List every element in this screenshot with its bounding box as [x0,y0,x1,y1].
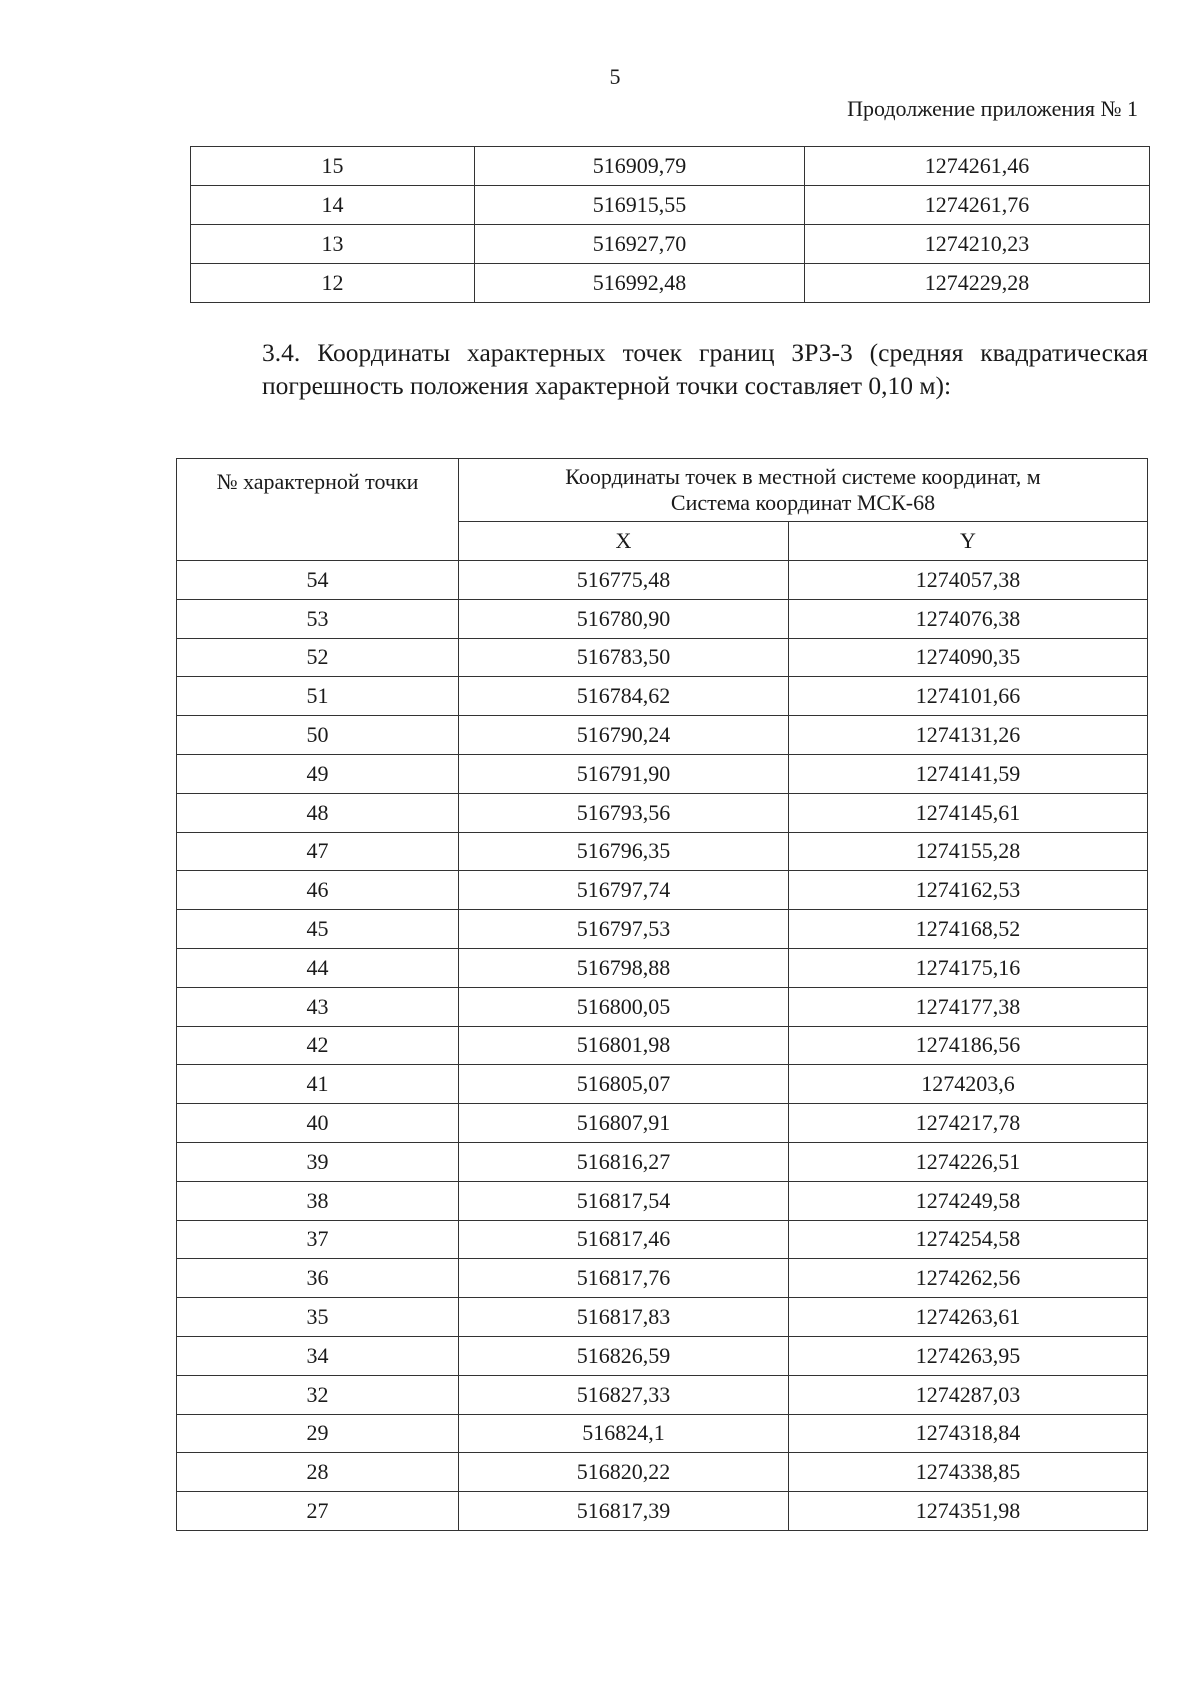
x-coordinate-cell: 516790,24 [459,716,789,755]
x-coordinate-cell: 516801,98 [459,1026,789,1065]
x-coordinate-cell: 516915,55 [475,186,805,225]
table-row [177,871,1148,910]
y-coordinate-cell: 1274186,56 [789,1026,1148,1065]
x-coordinate-cell: 516797,74 [459,871,789,910]
table-header-row [177,459,1148,522]
x-column-header: X [459,522,789,561]
x-coordinate-cell: 516775,48 [459,561,789,600]
coordinates-header-line2: Система координат МСК-68 [670,490,936,515]
y-coordinate-cell: 1274261,46 [805,147,1150,186]
point-number-cell: 39 [177,1142,459,1181]
table-row [177,793,1148,832]
point-number-cell: 28 [177,1453,459,1492]
y-coordinate-cell: 1274263,95 [789,1336,1148,1375]
point-number-cell: 32 [177,1375,459,1414]
table-row [177,1453,1148,1492]
y-coordinate-cell: 1274168,52 [789,910,1148,949]
point-number-cell: 38 [177,1181,459,1220]
point-number-cell: 47 [177,832,459,871]
point-number-cell: 48 [177,793,459,832]
y-coordinate-cell: 1274351,98 [789,1492,1148,1531]
x-coordinate-cell: 516992,48 [475,264,805,303]
y-coordinate-cell: 1274131,26 [789,716,1148,755]
table-row [177,1181,1148,1220]
table-row [177,1375,1148,1414]
table-row [191,225,1150,264]
point-number-cell: 41 [177,1065,459,1104]
y-coordinate-cell: 1274338,85 [789,1453,1148,1492]
point-number-cell: 51 [177,677,459,716]
point-number-cell: 40 [177,1104,459,1143]
y-coordinate-cell: 1274226,51 [789,1142,1148,1181]
point-number-cell: 35 [177,1298,459,1337]
table-row [177,1104,1148,1143]
point-number-cell: 45 [177,910,459,949]
y-column-header: Y [789,522,1148,561]
y-coordinate-cell: 1274076,38 [789,599,1148,638]
x-coordinate-cell: 516791,90 [459,754,789,793]
y-coordinate-cell: 1274262,56 [789,1259,1148,1298]
table-row [177,638,1148,677]
zrz3-coordinates-table [176,458,1148,1531]
table-row [177,987,1148,1026]
y-coordinate-cell: 1274141,59 [789,754,1148,793]
x-coordinate-cell: 516800,05 [459,987,789,1026]
point-number-cell: 46 [177,871,459,910]
x-coordinate-cell: 516827,33 [459,1375,789,1414]
x-coordinate-cell: 516817,39 [459,1492,789,1531]
section-paragraph [190,336,1148,402]
page-number: 5 [609,64,621,89]
y-coordinate-cell: 1274155,28 [789,832,1148,871]
table-row [177,948,1148,987]
table-row [177,1065,1148,1104]
y-coordinate-cell: 1274210,23 [805,225,1150,264]
point-number-cell: 50 [177,716,459,755]
y-coordinate-cell: 1274175,16 [789,948,1148,987]
point-number-cell: 52 [177,638,459,677]
table-row [177,1259,1148,1298]
y-coordinate-cell: 1274177,38 [789,987,1148,1026]
y-coordinate-cell: 1274261,76 [805,186,1150,225]
coordinates-header [459,459,1148,522]
x-coordinate-cell: 516909,79 [475,147,805,186]
table-row [177,1220,1148,1259]
x-coordinate-cell: 516817,76 [459,1259,789,1298]
x-coordinate-cell: 516805,07 [459,1065,789,1104]
table-row [177,599,1148,638]
x-coordinate-cell: 516783,50 [459,638,789,677]
x-coordinate-cell: 516817,46 [459,1220,789,1259]
table-row [177,1026,1148,1065]
x-coordinate-cell: 516820,22 [459,1453,789,1492]
point-number-cell: 49 [177,754,459,793]
y-coordinate-cell: 1274057,38 [789,561,1148,600]
point-number-cell: 29 [177,1414,459,1453]
point-number-cell: 37 [177,1220,459,1259]
section-text: 3.4. Координаты характерных точек границ ЗРЗ-3 (средняя квадратическая погрешность положения характерной точки составляет 0,10 м): [262,338,1148,400]
y-coordinate-cell: 1274217,78 [789,1104,1148,1143]
y-coordinate-cell: 1274263,61 [789,1298,1148,1337]
table-row [177,677,1148,716]
point-number-cell: 34 [177,1336,459,1375]
x-coordinate-cell: 516797,53 [459,910,789,949]
y-coordinate-cell: 1274145,61 [789,793,1148,832]
point-number-cell: 53 [177,599,459,638]
table-row [177,754,1148,793]
x-coordinate-cell: 516817,83 [459,1298,789,1337]
x-coordinate-cell: 516807,91 [459,1104,789,1143]
point-number-cell: 14 [191,186,475,225]
y-coordinate-cell: 1274090,35 [789,638,1148,677]
table-row [177,1298,1148,1337]
y-coordinate-cell: 1274229,28 [805,264,1150,303]
table-row [177,1336,1148,1375]
x-coordinate-cell: 516793,56 [459,793,789,832]
y-coordinate-cell: 1274254,58 [789,1220,1148,1259]
y-coordinate-cell: 1274249,58 [789,1181,1148,1220]
point-number-cell: 43 [177,987,459,1026]
table-row [177,561,1148,600]
x-coordinate-cell: 516798,88 [459,948,789,987]
y-coordinate-cell: 1274287,03 [789,1375,1148,1414]
point-number-cell: 54 [177,561,459,600]
point-number-cell: 44 [177,948,459,987]
point-number-cell: 15 [191,147,475,186]
zrz3-coordinates-body [177,561,1148,1531]
table-row [177,910,1148,949]
x-coordinate-cell: 516824,1 [459,1414,789,1453]
table-row [177,716,1148,755]
point-number-cell: 12 [191,264,475,303]
x-coordinate-cell: 516784,62 [459,677,789,716]
table-row [177,832,1148,871]
point-number-cell: 42 [177,1026,459,1065]
y-coordinate-cell: 1274101,66 [789,677,1148,716]
x-coordinate-cell: 516816,27 [459,1142,789,1181]
table-row [191,264,1150,303]
point-number-header: № характерной точки [177,459,459,561]
table-row [177,1142,1148,1181]
point-number-cell: 27 [177,1492,459,1531]
point-number-cell: 13 [191,225,475,264]
x-coordinate-cell: 516826,59 [459,1336,789,1375]
continued-coordinates-table [190,146,1150,303]
table-row [177,1414,1148,1453]
coordinates-header-line1: Координаты точек в местной системе координат, м [565,464,1041,489]
y-coordinate-cell: 1274203,6 [789,1065,1148,1104]
table-row [191,147,1150,186]
x-coordinate-cell: 516927,70 [475,225,805,264]
y-coordinate-cell: 1274318,84 [789,1414,1148,1453]
y-coordinate-cell: 1274162,53 [789,871,1148,910]
x-coordinate-cell: 516796,35 [459,832,789,871]
table-row [177,1492,1148,1531]
appendix-continuation-label: Продолжение приложения № 1 [847,96,1138,121]
table-row [191,186,1150,225]
point-number-cell: 36 [177,1259,459,1298]
x-coordinate-cell: 516780,90 [459,599,789,638]
continued-coordinates-body [191,147,1150,303]
x-coordinate-cell: 516817,54 [459,1181,789,1220]
